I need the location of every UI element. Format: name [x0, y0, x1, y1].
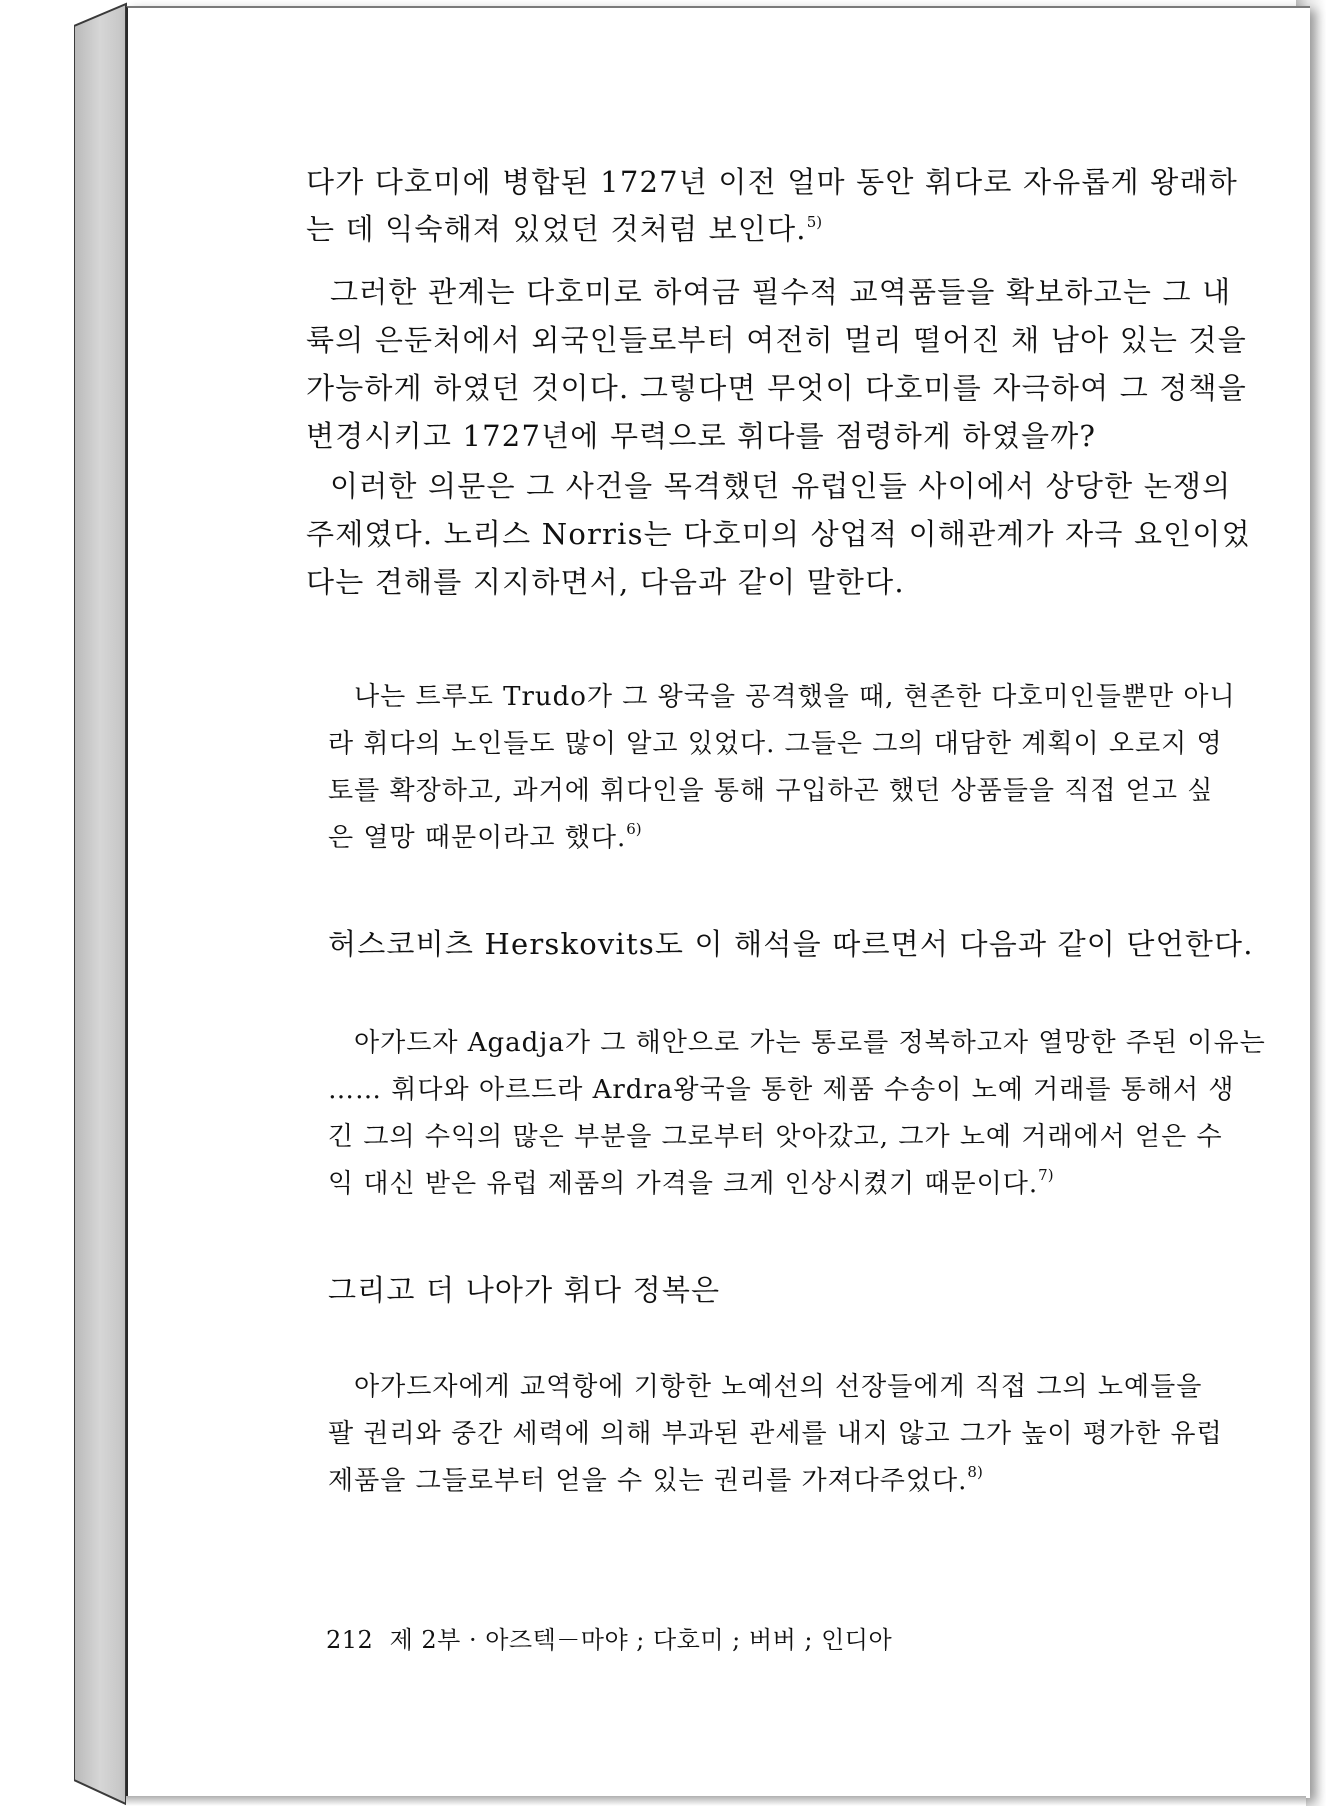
paragraph-3-line-2: 주제였다. 노리스 Norris는 다호미의 상업적 이해관계가 자극 요인이었	[306, 517, 1251, 551]
paragraph-1-line-2	[306, 207, 822, 248]
paragraph-1-line-2-text: 는 데 익숙해져 있었던 것처럼 보인다.	[306, 212, 807, 246]
footnote-marker-7: 7)	[1038, 1166, 1054, 1184]
quote-2-line-3: 긴 그의 수익의 많은 부분을 그로부터 앗아갔고, 그가 노예 거래에서 얻은 수	[328, 1122, 1223, 1152]
paragraph-2-line-4: 변경시키고 1727년에 무력으로 휘다를 점령하게 하였을까?	[306, 419, 1097, 453]
quote-3-line-2: 팔 권리와 중간 세력에 의해 부과된 관세를 내지 않고 그가 높이 평가한 유럽	[328, 1419, 1223, 1449]
page-number: 212	[326, 1626, 374, 1654]
page-footer	[326, 1620, 892, 1655]
footnote-marker-6: 6)	[626, 820, 642, 838]
quote-2-line-4	[328, 1163, 1054, 1200]
quote-1-line-2: 라 휘다의 노인들도 많이 알고 있었다. 그들은 그의 대담한 계획이 오로지 영	[328, 729, 1223, 759]
paragraph-3-line-3: 다는 견해를 지지하면서, 다음과 같이 말한다.	[306, 565, 905, 599]
quote-3-line-1: 아가드자에게 교역항에 기항한 노예선의 선장들에게 직접 그의 노예들을	[354, 1372, 1203, 1402]
paragraph-2-line-1: 그러한 관계는 다호미로 하여금 필수적 교역품들을 확보하고는 그 내	[330, 275, 1232, 309]
paragraph-3-line-1: 이러한 의문은 그 사건을 목격했던 유럽인들 사이에서 상당한 논쟁의	[330, 469, 1232, 503]
paragraph-2-line-2: 륙의 은둔처에서 외국인들로부터 여전히 멀리 떨어진 채 남아 있는 것을	[306, 323, 1247, 357]
paragraph-1-line-1: 다가 다호미에 병합된 1727년 이전 얼마 동안 휘다로 자유롭게 왕래하	[306, 165, 1238, 199]
quote-1-line-1: 나는 트루도 Trudo가 그 왕국을 공격했을 때, 현존한 다호미인들뿐만 아니	[354, 682, 1236, 712]
footnote-marker-5: 5)	[806, 213, 823, 231]
quote-2-line-2: …… 휘다와 아르드라 Ardra왕국을 통한 제품 수송이 노예 거래를 통해서 생	[328, 1075, 1235, 1105]
book-page	[126, 6, 1310, 1798]
quote-2-line-1: 아가드자 Agadja가 그 해안으로 가는 통로를 정복하고자 열망한 주된 이유는	[354, 1028, 1266, 1058]
paragraph-2-line-3: 가능하게 하였던 것이다. 그렇다면 무엇이 다호미를 자극하여 그 정책을	[306, 371, 1247, 405]
footnote-marker-8: 8)	[967, 1463, 983, 1481]
quote-3-line-3	[328, 1460, 983, 1497]
quote-3-line-3-text: 제품을 그들로부터 얻을 수 있는 권리를 가져다주었다.	[328, 1466, 968, 1496]
running-head: 제 2부 · 아즈텍－마야 ; 다호미 ; 버버 ; 인디아	[389, 1626, 893, 1654]
quote-1-line-4	[328, 817, 642, 854]
quote-2-line-4-text: 익 대신 받은 유럽 제품의 가격을 크게 인상시켰기 때문이다.	[328, 1169, 1039, 1199]
quote-1-line-4-text: 은 열망 때문이라고 했다.	[328, 823, 627, 853]
page-bottom-shadow	[126, 1796, 1306, 1806]
book-spine	[74, 0, 130, 1806]
paragraph-4-line-1: 허스코비츠 Herskovits도 이 해석을 따르면서 다음과 같이 단언한다.	[328, 927, 1254, 961]
quote-1-line-3: 토를 확장하고, 과거에 휘다인을 통해 구입하곤 했던 상품들을 직접 얻고 싶	[328, 776, 1214, 806]
paragraph-5-line-1: 그리고 더 나아가 휘다 정복은	[328, 1273, 721, 1307]
